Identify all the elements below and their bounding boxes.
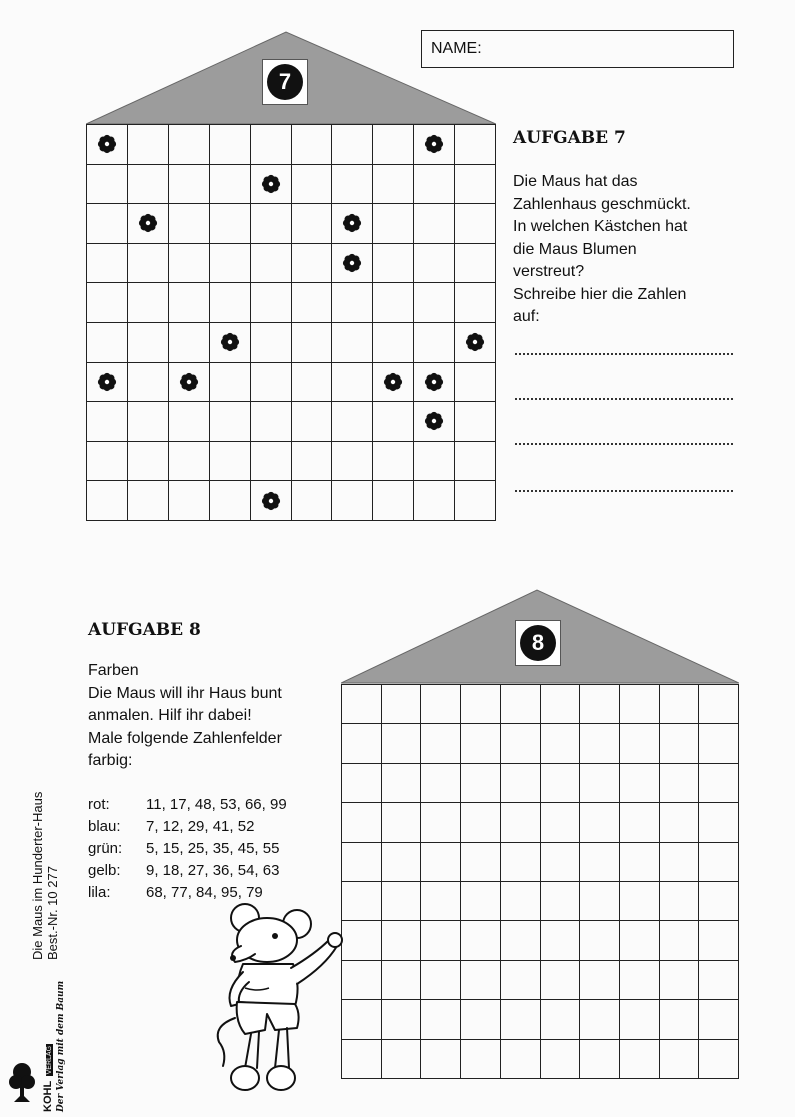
house-7-cell[interactable] bbox=[292, 204, 333, 244]
color-row bbox=[88, 882, 287, 904]
house-7-cell[interactable] bbox=[292, 283, 333, 323]
house-7-cell[interactable] bbox=[87, 204, 128, 244]
house-7-cell[interactable] bbox=[455, 283, 496, 323]
house-7-cell[interactable] bbox=[210, 402, 251, 442]
house-8-cell[interactable] bbox=[382, 1040, 422, 1079]
sidebar-book-info bbox=[30, 792, 60, 960]
house-7-cell[interactable] bbox=[87, 442, 128, 482]
house-7-cell[interactable] bbox=[87, 481, 128, 521]
house-8-cell[interactable] bbox=[541, 724, 581, 763]
house-8-cell[interactable] bbox=[382, 1000, 422, 1039]
house-8-cell[interactable] bbox=[580, 724, 620, 763]
house-8-cell[interactable] bbox=[461, 764, 501, 803]
house-8-cell[interactable] bbox=[501, 685, 541, 724]
house-8-cell[interactable] bbox=[461, 843, 501, 882]
house-8-cell[interactable] bbox=[620, 724, 660, 763]
house-8-cell[interactable] bbox=[620, 1000, 660, 1039]
house-8-cell[interactable] bbox=[501, 1000, 541, 1039]
house-8-cell[interactable] bbox=[461, 921, 501, 960]
house-7-cell[interactable] bbox=[332, 323, 373, 363]
house-8-cell[interactable] bbox=[660, 843, 700, 882]
house-7-cell[interactable] bbox=[210, 363, 251, 403]
house-7-cell[interactable] bbox=[169, 402, 210, 442]
house-7-cell[interactable] bbox=[373, 402, 414, 442]
house-7-cell[interactable] bbox=[128, 125, 169, 165]
house-7-cell[interactable] bbox=[455, 125, 496, 165]
house-7-cell[interactable] bbox=[169, 283, 210, 323]
house-7-cell[interactable] bbox=[292, 125, 333, 165]
task-7-text-line: auf: bbox=[513, 308, 540, 325]
house-7-cell[interactable] bbox=[332, 283, 373, 323]
house-8-cell[interactable] bbox=[699, 882, 739, 921]
house-8-cell[interactable] bbox=[342, 803, 382, 842]
house-7-cell[interactable] bbox=[210, 244, 251, 284]
house-8-cell[interactable] bbox=[541, 882, 581, 921]
house-7-cell[interactable] bbox=[373, 204, 414, 244]
publisher-logo bbox=[8, 980, 70, 1112]
house-7-cell[interactable] bbox=[292, 402, 333, 442]
house-7-cell[interactable] bbox=[210, 442, 251, 482]
house-8-cell[interactable] bbox=[461, 685, 501, 724]
task-7-text-line: In welchen Kästchen hat bbox=[513, 218, 688, 235]
flower-icon bbox=[465, 332, 485, 352]
house-7-cell[interactable] bbox=[414, 204, 455, 244]
house-7-cell[interactable] bbox=[251, 125, 292, 165]
house-7-cell[interactable] bbox=[292, 363, 333, 403]
house-8-cell[interactable] bbox=[421, 882, 461, 921]
color-row bbox=[88, 816, 287, 838]
house-8-cell[interactable] bbox=[342, 685, 382, 724]
house-7-cell[interactable] bbox=[128, 204, 169, 244]
house-7-cell[interactable] bbox=[128, 442, 169, 482]
house-8-cell[interactable] bbox=[342, 1040, 382, 1079]
house-7-cell[interactable] bbox=[373, 125, 414, 165]
house-8-number: 8 bbox=[520, 625, 556, 661]
house-8-cell[interactable] bbox=[699, 803, 739, 842]
house-7-cell[interactable] bbox=[210, 125, 251, 165]
house-7-grid bbox=[86, 124, 496, 521]
flower-icon bbox=[261, 174, 281, 194]
house-7-cell[interactable] bbox=[169, 442, 210, 482]
house-7-cell[interactable] bbox=[87, 244, 128, 284]
house-8-cell[interactable] bbox=[501, 843, 541, 882]
house-8-cell[interactable] bbox=[541, 1040, 581, 1079]
order-number: Best.-Nr. 10 277 bbox=[45, 866, 60, 960]
color-row bbox=[88, 860, 287, 882]
house-7-cell[interactable] bbox=[251, 165, 292, 205]
house-7-cell[interactable] bbox=[455, 323, 496, 363]
house-8-cell[interactable] bbox=[620, 803, 660, 842]
house-8-cell[interactable] bbox=[541, 921, 581, 960]
house-7-cell[interactable] bbox=[87, 125, 128, 165]
color-numbers: 11, 17, 48, 53, 66, 99 bbox=[146, 796, 287, 813]
house-7-cell[interactable] bbox=[332, 363, 373, 403]
house-7-cell[interactable] bbox=[373, 165, 414, 205]
house-8-cell[interactable] bbox=[421, 1000, 461, 1039]
flower-icon bbox=[342, 253, 362, 273]
house-8-cell[interactable] bbox=[580, 882, 620, 921]
house-8-cell[interactable] bbox=[501, 961, 541, 1000]
house-7-number: 7 bbox=[267, 64, 303, 100]
flower-icon bbox=[383, 372, 403, 392]
task-8-title: AUFGABE 8 bbox=[88, 620, 201, 640]
house-7-cell[interactable] bbox=[292, 323, 333, 363]
house-8-cell[interactable] bbox=[580, 764, 620, 803]
house-8-cell[interactable] bbox=[382, 685, 422, 724]
task-7-instructions bbox=[513, 171, 753, 329]
house-8-cell[interactable] bbox=[501, 724, 541, 763]
house-7-cell[interactable] bbox=[128, 283, 169, 323]
task-7-text-line: Schreibe hier die Zahlen bbox=[513, 285, 687, 303]
house-7-cell[interactable] bbox=[332, 204, 373, 244]
house-7-cell[interactable] bbox=[128, 402, 169, 442]
house-7-cell[interactable] bbox=[128, 323, 169, 363]
house-7-cell[interactable] bbox=[414, 283, 455, 323]
color-row bbox=[88, 794, 287, 816]
house-7-cell[interactable] bbox=[455, 244, 496, 284]
color-list bbox=[88, 794, 287, 904]
flower-icon bbox=[97, 372, 117, 392]
house-7-cell[interactable] bbox=[251, 363, 292, 403]
house-8-cell[interactable] bbox=[580, 803, 620, 842]
color-name: lila: bbox=[88, 884, 111, 901]
house-7-cell[interactable] bbox=[87, 363, 128, 403]
flower-icon bbox=[342, 213, 362, 233]
house-8-cell[interactable] bbox=[421, 764, 461, 803]
house-7-cell[interactable] bbox=[251, 244, 292, 284]
house-7-cell[interactable] bbox=[292, 165, 333, 205]
house-7-cell[interactable] bbox=[292, 442, 333, 482]
house-7-cell[interactable] bbox=[169, 125, 210, 165]
house-7-cell[interactable] bbox=[455, 481, 496, 521]
house-7-cell[interactable] bbox=[373, 323, 414, 363]
answer-line-1[interactable] bbox=[515, 352, 733, 355]
house-8-cell[interactable] bbox=[660, 961, 700, 1000]
task-8-text-line: Farben bbox=[88, 662, 139, 679]
house-8-cell[interactable] bbox=[461, 882, 501, 921]
house-8-cell[interactable] bbox=[342, 921, 382, 960]
house-8-cell[interactable] bbox=[382, 882, 422, 921]
house-7-badge bbox=[262, 59, 308, 105]
house-8-cell[interactable] bbox=[382, 921, 422, 960]
house-7-cell[interactable] bbox=[169, 363, 210, 403]
house-8-cell[interactable] bbox=[421, 843, 461, 882]
house-7-cell[interactable] bbox=[251, 481, 292, 521]
name-label: NAME: bbox=[431, 40, 482, 57]
house-8-cell[interactable] bbox=[580, 685, 620, 724]
flower-icon bbox=[261, 491, 281, 511]
house-7-cell[interactable] bbox=[169, 323, 210, 363]
house-7-cell[interactable] bbox=[373, 244, 414, 284]
house-7-cell[interactable] bbox=[332, 125, 373, 165]
house-8-cell[interactable] bbox=[421, 921, 461, 960]
house-7-cell[interactable] bbox=[210, 165, 251, 205]
house-8-grid bbox=[341, 684, 739, 1079]
house-8-cell[interactable] bbox=[382, 803, 422, 842]
house-8-cell[interactable] bbox=[461, 803, 501, 842]
task-7-text-line: Die Maus hat das bbox=[513, 173, 638, 190]
house-8-cell[interactable] bbox=[541, 843, 581, 882]
house-7-cell[interactable] bbox=[128, 244, 169, 284]
flower-icon bbox=[97, 134, 117, 154]
house-8-cell[interactable] bbox=[501, 921, 541, 960]
house-8-cell[interactable] bbox=[660, 724, 700, 763]
house-8-cell[interactable] bbox=[342, 724, 382, 763]
house-7-cell[interactable] bbox=[373, 363, 414, 403]
house-7-cell[interactable] bbox=[128, 363, 169, 403]
color-numbers: 5, 15, 25, 35, 45, 55 bbox=[146, 840, 280, 857]
house-7-cell[interactable] bbox=[292, 244, 333, 284]
house-8-cell[interactable] bbox=[342, 1000, 382, 1039]
answer-line-2[interactable] bbox=[515, 397, 733, 400]
house-7-cell[interactable] bbox=[414, 323, 455, 363]
house-7-cell[interactable] bbox=[455, 165, 496, 205]
house-7-cell[interactable] bbox=[414, 244, 455, 284]
house-8-cell[interactable] bbox=[421, 961, 461, 1000]
flower-icon bbox=[424, 411, 444, 431]
house-8-cell[interactable] bbox=[660, 764, 700, 803]
house-8-cell[interactable] bbox=[382, 961, 422, 1000]
house-8-cell[interactable] bbox=[699, 921, 739, 960]
house-8-cell[interactable] bbox=[580, 1000, 620, 1039]
house-8-cell[interactable] bbox=[541, 685, 581, 724]
house-7-cell[interactable] bbox=[210, 283, 251, 323]
house-7-cell[interactable] bbox=[87, 402, 128, 442]
house-8-cell[interactable] bbox=[342, 843, 382, 882]
house-8-cell[interactable] bbox=[660, 1000, 700, 1039]
house-7-cell[interactable] bbox=[169, 204, 210, 244]
house-7-cell[interactable] bbox=[455, 363, 496, 403]
house-8-cell[interactable] bbox=[342, 764, 382, 803]
house-7-cell[interactable] bbox=[332, 244, 373, 284]
house-7-cell[interactable] bbox=[414, 125, 455, 165]
mouse-illustration bbox=[205, 902, 345, 1102]
task-8-text-line: Male folgende Zahlenfelder bbox=[88, 729, 282, 747]
house-7-cell[interactable] bbox=[414, 363, 455, 403]
house-7-cell[interactable] bbox=[292, 481, 333, 521]
house-8-cell[interactable] bbox=[501, 1040, 541, 1079]
house-8-cell[interactable] bbox=[580, 843, 620, 882]
house-7-cell[interactable] bbox=[373, 283, 414, 323]
color-numbers: 68, 77, 84, 95, 79 bbox=[146, 884, 263, 901]
house-8-cell[interactable] bbox=[660, 921, 700, 960]
task-8-text-line: Die Maus will ihr Haus bunt bbox=[88, 684, 282, 702]
house-8-cell[interactable] bbox=[699, 724, 739, 763]
house-7-cell[interactable] bbox=[87, 283, 128, 323]
house-7-cell[interactable] bbox=[332, 165, 373, 205]
house-8-cell[interactable] bbox=[382, 724, 422, 763]
house-8-cell[interactable] bbox=[699, 961, 739, 1000]
house-7-cell[interactable] bbox=[169, 244, 210, 284]
house-8-cell[interactable] bbox=[541, 764, 581, 803]
house-7-cell[interactable] bbox=[251, 283, 292, 323]
house-8-cell[interactable] bbox=[342, 882, 382, 921]
publisher-slogan: Der Verlag mit dem Baum bbox=[56, 980, 66, 1112]
house-7-cell[interactable] bbox=[455, 204, 496, 244]
house-8-cell[interactable] bbox=[699, 843, 739, 882]
house-7-cell[interactable] bbox=[414, 165, 455, 205]
color-numbers: 7, 12, 29, 41, 52 bbox=[146, 818, 255, 835]
house-8-cell[interactable] bbox=[501, 764, 541, 803]
color-name: grün: bbox=[88, 840, 123, 857]
house-8-cell[interactable] bbox=[580, 921, 620, 960]
house-8-cell[interactable] bbox=[699, 1000, 739, 1039]
house-7-cell[interactable] bbox=[414, 481, 455, 521]
color-row bbox=[88, 838, 287, 860]
house-8-cell[interactable] bbox=[699, 685, 739, 724]
task-8-instructions bbox=[88, 660, 338, 773]
house-7-cell[interactable] bbox=[414, 442, 455, 482]
answer-line-3[interactable] bbox=[515, 442, 733, 445]
house-8-cell[interactable] bbox=[620, 1040, 660, 1079]
flower-icon bbox=[138, 213, 158, 233]
house-8-cell[interactable] bbox=[421, 803, 461, 842]
task-7-title: AUFGABE 7 bbox=[513, 128, 626, 148]
flower-icon bbox=[424, 134, 444, 154]
house-7-cell[interactable] bbox=[251, 323, 292, 363]
house-8-cell[interactable] bbox=[580, 961, 620, 1000]
house-8-cell[interactable] bbox=[541, 961, 581, 1000]
house-8-cell[interactable] bbox=[620, 843, 660, 882]
house-8-cell[interactable] bbox=[541, 803, 581, 842]
house-8-cell[interactable] bbox=[660, 685, 700, 724]
color-numbers: 9, 18, 27, 36, 54, 63 bbox=[146, 862, 280, 879]
house-7-cell[interactable] bbox=[87, 323, 128, 363]
house-7-cell[interactable] bbox=[251, 442, 292, 482]
house-7-cell[interactable] bbox=[251, 204, 292, 244]
house-8-cell[interactable] bbox=[699, 1040, 739, 1079]
house-7-cell[interactable] bbox=[210, 481, 251, 521]
house-7-cell[interactable] bbox=[210, 323, 251, 363]
house-8-cell[interactable] bbox=[620, 921, 660, 960]
task-8-text-line: anmalen. Hilf ihr dabei! bbox=[88, 707, 252, 724]
house-8-cell[interactable] bbox=[501, 803, 541, 842]
house-7-cell[interactable] bbox=[87, 165, 128, 205]
house-8-cell[interactable] bbox=[382, 764, 422, 803]
publisher-name: KOHL bbox=[42, 1080, 54, 1112]
house-8-cell[interactable] bbox=[461, 1040, 501, 1079]
house-7-cell[interactable] bbox=[210, 204, 251, 244]
house-7-cell[interactable] bbox=[332, 481, 373, 521]
task-7-text-line: die Maus Blumen bbox=[513, 240, 637, 258]
answer-line-4[interactable] bbox=[515, 489, 733, 492]
house-8-cell[interactable] bbox=[620, 685, 660, 724]
house-7-cell[interactable] bbox=[455, 402, 496, 442]
house-8-cell[interactable] bbox=[699, 764, 739, 803]
house-7-cell[interactable] bbox=[128, 165, 169, 205]
house-8-cell[interactable] bbox=[501, 882, 541, 921]
house-7-cell[interactable] bbox=[332, 402, 373, 442]
house-8-cell[interactable] bbox=[342, 961, 382, 1000]
house-8-cell[interactable] bbox=[461, 724, 501, 763]
house-7-cell[interactable] bbox=[169, 481, 210, 521]
color-name: gelb: bbox=[88, 862, 121, 879]
house-7-cell[interactable] bbox=[251, 402, 292, 442]
house-8-cell[interactable] bbox=[461, 961, 501, 1000]
house-7-cell[interactable] bbox=[455, 442, 496, 482]
house-7-cell[interactable] bbox=[373, 481, 414, 521]
house-7-cell[interactable] bbox=[414, 402, 455, 442]
task-8-text-line: farbig: bbox=[88, 752, 133, 769]
house-8-cell[interactable] bbox=[620, 764, 660, 803]
house-8-badge bbox=[515, 620, 561, 666]
house-7-cell[interactable] bbox=[332, 442, 373, 482]
task-7-text-line: Zahlenhaus geschmückt. bbox=[513, 195, 691, 213]
house-8-cell[interactable] bbox=[541, 1000, 581, 1039]
house-8-cell[interactable] bbox=[620, 882, 660, 921]
publisher-verlag: VERLAG bbox=[46, 1045, 53, 1075]
house-8-cell[interactable] bbox=[620, 961, 660, 1000]
house-7-cell[interactable] bbox=[169, 165, 210, 205]
task-7-text-line: verstreut? bbox=[513, 263, 585, 280]
color-name: blau: bbox=[88, 818, 121, 835]
color-name: rot: bbox=[88, 796, 110, 813]
book-title: Die Maus im Hunderter-Haus bbox=[30, 791, 45, 960]
house-8-cell[interactable] bbox=[421, 685, 461, 724]
house-8-cell[interactable] bbox=[421, 1040, 461, 1079]
house-8-cell[interactable] bbox=[382, 843, 422, 882]
house-8-cell[interactable] bbox=[580, 1040, 620, 1079]
house-8-cell[interactable] bbox=[421, 724, 461, 763]
flower-icon bbox=[179, 372, 199, 392]
flower-icon bbox=[220, 332, 240, 352]
house-8-cell[interactable] bbox=[461, 1000, 501, 1039]
house-8-cell[interactable] bbox=[660, 803, 700, 842]
house-8-cell[interactable] bbox=[660, 882, 700, 921]
house-7-cell[interactable] bbox=[128, 481, 169, 521]
house-8-cell[interactable] bbox=[660, 1040, 700, 1079]
flower-icon bbox=[424, 372, 444, 392]
house-7-cell[interactable] bbox=[373, 442, 414, 482]
